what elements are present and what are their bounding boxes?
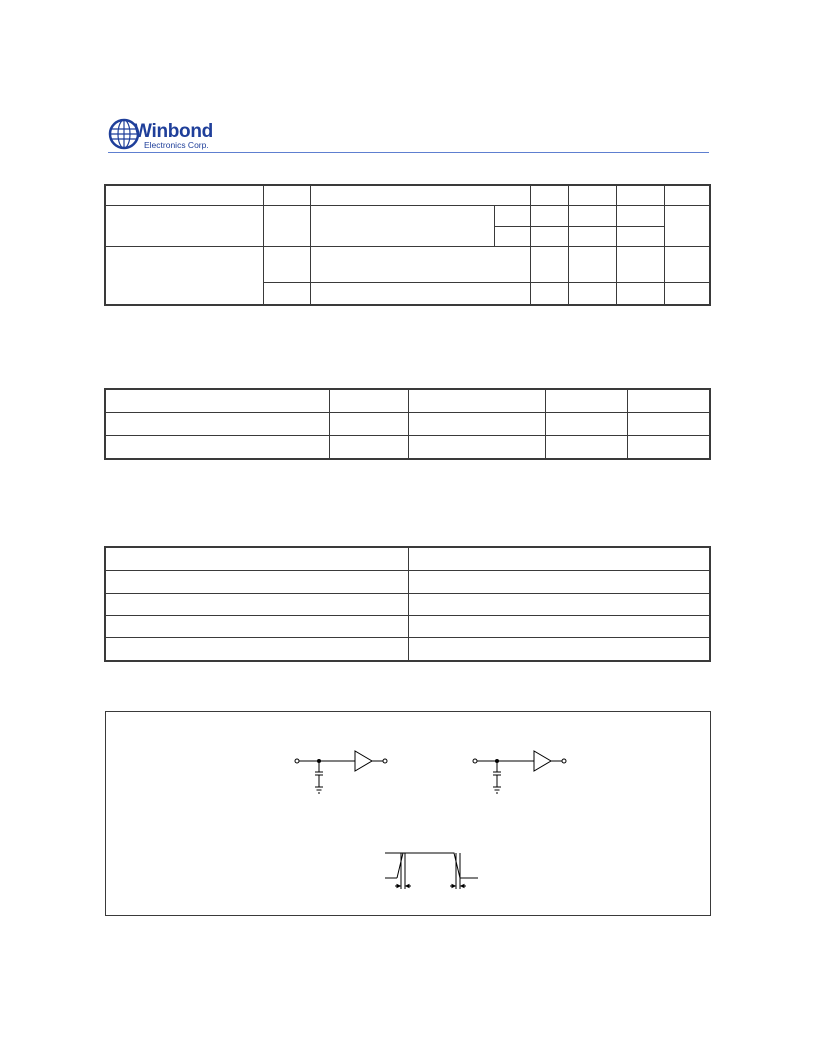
table-col-divider <box>530 186 531 304</box>
logo-wordmark: Winbond <box>134 121 213 142</box>
test-load-circuit <box>106 712 712 917</box>
header-divider <box>108 152 709 153</box>
ac-test-conditions-table <box>104 546 711 662</box>
table-col-divider <box>263 186 264 304</box>
table-row-divider <box>106 246 709 247</box>
table-col-divider <box>568 186 569 304</box>
ac-test-load-diagram <box>105 711 711 916</box>
table-col-divider <box>494 205 495 246</box>
table-col-divider <box>616 186 617 304</box>
input-pulse-waveform <box>385 853 478 889</box>
table-row-divider <box>494 226 664 227</box>
electrical-characteristics-table <box>104 184 711 306</box>
capacitance-table <box>104 388 711 460</box>
input-node <box>473 759 477 763</box>
table-col-divider <box>627 390 628 458</box>
table-col-divider <box>408 548 409 660</box>
logo-subtitle: Electronics Corp. <box>144 140 209 150</box>
buffer-triangle <box>534 751 551 771</box>
table-col-divider <box>408 390 409 458</box>
table-col-divider <box>664 186 665 304</box>
table-col-divider <box>310 186 311 304</box>
ground-symbol <box>493 787 501 793</box>
input-node <box>295 759 299 763</box>
table-col-divider <box>329 390 330 458</box>
output-node <box>383 759 387 763</box>
output-node <box>562 759 566 763</box>
table-row-divider <box>263 282 709 283</box>
ground-symbol <box>315 787 323 793</box>
buffer-triangle <box>355 751 372 771</box>
winbond-logo <box>108 118 228 154</box>
table-row-divider <box>106 205 709 206</box>
table-col-divider <box>545 390 546 458</box>
